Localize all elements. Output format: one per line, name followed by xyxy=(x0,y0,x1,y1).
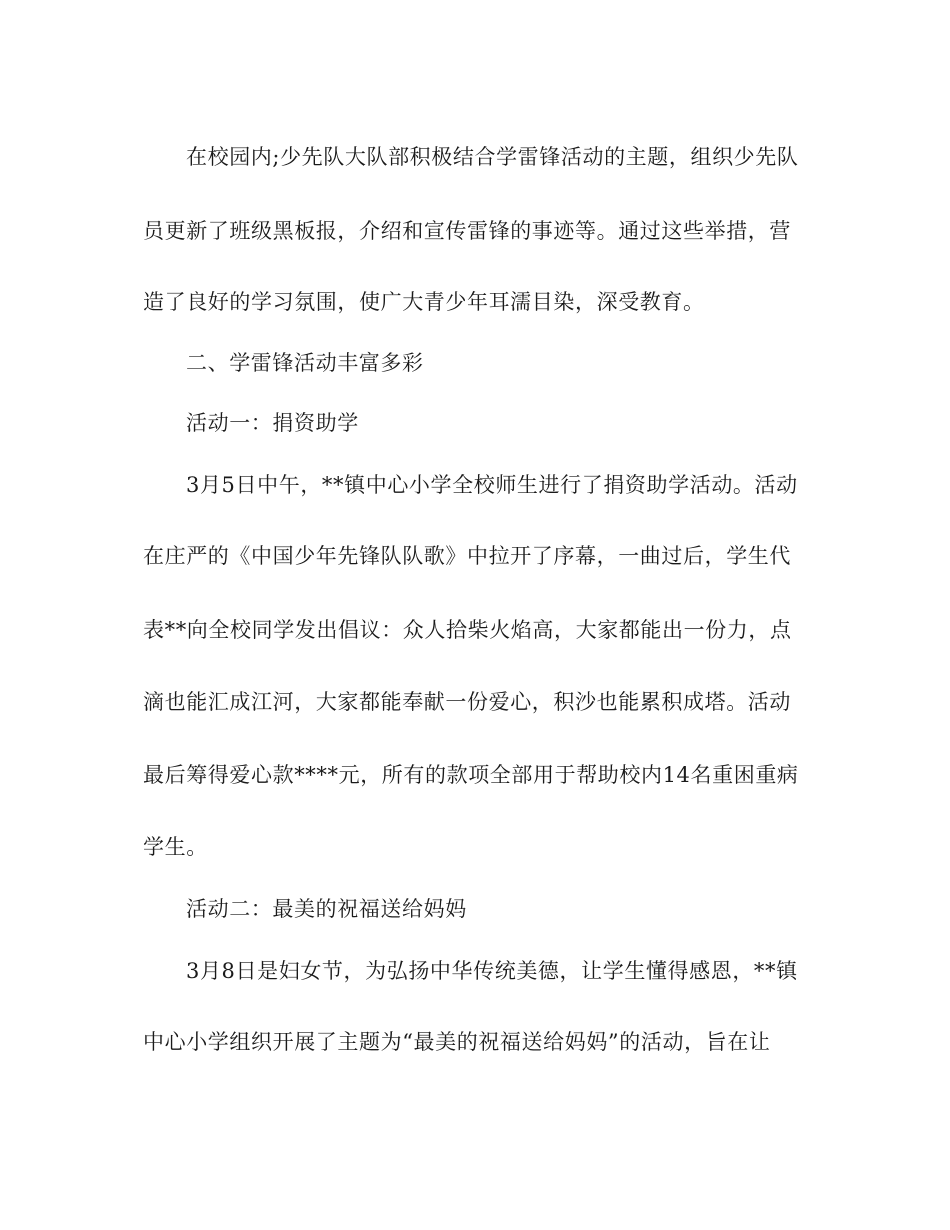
paragraph-line: 表**向全校同学发出倡议：众人拾柴火焰高，大家都能出一份力，点 xyxy=(143,618,792,642)
paragraph-line: 造了良好的学习氛围，使广大青少年耳濡目染，深受教育。 xyxy=(143,290,705,314)
paragraph-line: 滴也能汇成江河，大家都能奉献一份爱心，积沙也能累积成塔。活动 xyxy=(143,690,791,714)
paragraph-line: 在校园内;少先队大队部积极结合学雷锋活动的主题，组织少先队 xyxy=(186,145,799,169)
activity-heading: 活动二：最美的祝福送给妈妈 xyxy=(186,897,467,921)
activity-heading: 活动一：捐资助学 xyxy=(186,411,359,435)
paragraph-line: 3月8日是妇女节，为弘扬中华传统美德，让学生懂得感恩，**镇 xyxy=(186,959,798,983)
paragraph-line: 3月5日中午，**镇中心小学全校师生进行了捐资助学活动。活动 xyxy=(186,473,798,497)
paragraph-line: 员更新了班级黑板报，介绍和宣传雷锋的事迹等。通过这些举措，营 xyxy=(143,219,791,243)
paragraph-line: 在庄严的《中国少年先锋队队歌》中拉开了序幕，一曲过后，学生代 xyxy=(143,544,791,568)
paragraph-line: 学生。 xyxy=(143,835,208,859)
section-heading: 二、学雷锋活动丰富多彩 xyxy=(186,351,424,375)
paragraph-line: 中心小学组织开展了主题为“最美的祝福送给妈妈”的活动，旨在让 xyxy=(143,1030,771,1054)
paragraph-line: 最后筹得爱心款****元，所有的款项全部用于帮助校内14名重困重病 xyxy=(143,763,799,787)
